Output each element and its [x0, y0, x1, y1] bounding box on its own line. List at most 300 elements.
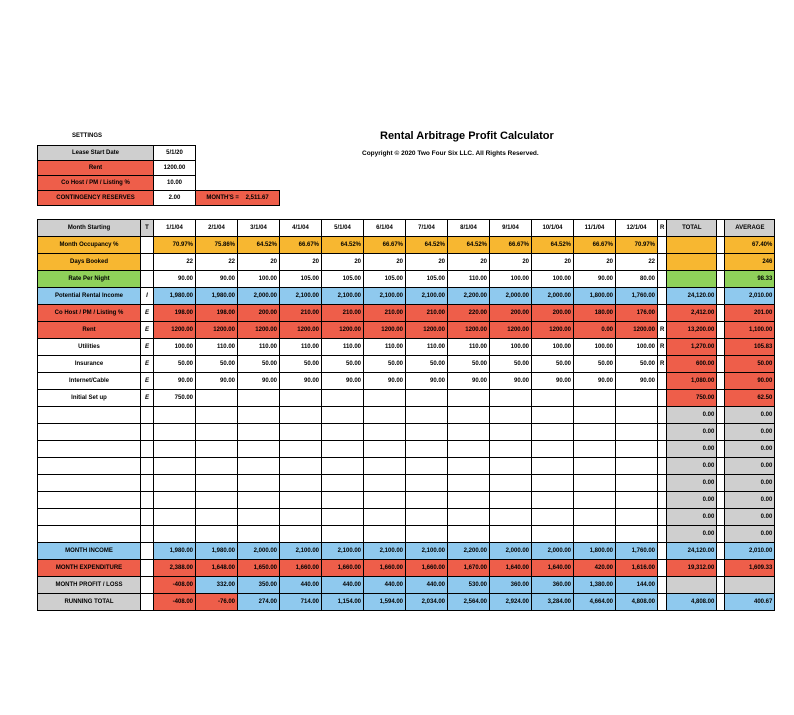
month-value-cell[interactable]: 1200.00 — [322, 322, 364, 339]
month-value-cell[interactable]: 2,100.00 — [364, 288, 406, 305]
month-value-cell[interactable]: 1,980.00 — [196, 288, 238, 305]
month-value-cell[interactable]: 50.00 — [154, 356, 196, 373]
month-value-cell[interactable] — [196, 407, 238, 424]
month-value-cell[interactable]: 90.00 — [574, 373, 616, 390]
month-value-cell[interactable]: 440.00 — [322, 577, 364, 594]
month-value-cell[interactable]: 105.00 — [406, 271, 448, 288]
table-row — [38, 577, 775, 594]
month-value-cell[interactable] — [574, 407, 616, 424]
month-value-cell[interactable]: 110.00 — [448, 339, 490, 356]
month-value-cell[interactable]: 1200.00 — [490, 322, 532, 339]
cohost-percent-field[interactable]: 10.00 — [154, 176, 196, 191]
row-label: RUNNING TOTAL — [38, 594, 141, 611]
table-row — [38, 322, 775, 339]
month-value-cell[interactable]: 420.00 — [574, 560, 616, 577]
month-value-cell[interactable] — [448, 407, 490, 424]
row-label — [38, 424, 141, 441]
month-value-cell[interactable]: 110.00 — [448, 271, 490, 288]
month-value-cell[interactable] — [406, 390, 448, 407]
month-value-cell[interactable] — [448, 390, 490, 407]
month-value-cell[interactable] — [196, 441, 238, 458]
month-value-cell[interactable] — [490, 390, 532, 407]
month-value-cell[interactable]: 110.00 — [364, 339, 406, 356]
month-value-cell[interactable]: 350.00 — [238, 577, 280, 594]
calculator-grid — [37, 219, 775, 611]
month-value-cell[interactable] — [448, 492, 490, 509]
contingency-reserves-field[interactable]: 2.00 — [154, 191, 196, 206]
month-value-cell[interactable]: 100.00 — [238, 271, 280, 288]
month-value-cell[interactable] — [322, 424, 364, 441]
month-value-cell[interactable] — [280, 492, 322, 509]
month-value-cell[interactable]: 2,000.00 — [490, 543, 532, 560]
settings-label-rent: Rent — [38, 161, 154, 176]
month-value-cell[interactable] — [322, 407, 364, 424]
month-value-cell[interactable]: 80.00 — [616, 271, 658, 288]
month-value-cell[interactable]: 1200.00 — [448, 322, 490, 339]
month-value-cell[interactable]: 2,200.00 — [448, 288, 490, 305]
month-value-cell[interactable]: 100.00 — [574, 339, 616, 356]
month-value-cell[interactable]: 20 — [322, 254, 364, 271]
month-value-cell[interactable] — [238, 526, 280, 543]
month-value-cell[interactable]: 50.00 — [616, 356, 658, 373]
month-value-cell[interactable] — [154, 475, 196, 492]
month-value-cell[interactable]: 20 — [574, 254, 616, 271]
month-value-cell[interactable] — [364, 441, 406, 458]
month-value-cell[interactable]: 200.00 — [532, 305, 574, 322]
month-value-cell[interactable] — [616, 390, 658, 407]
table-row — [38, 526, 775, 543]
month-value-cell[interactable]: 180.00 — [574, 305, 616, 322]
month-value-cell[interactable] — [616, 424, 658, 441]
month-value-cell[interactable]: 1,760.00 — [616, 288, 658, 305]
month-value-cell[interactable]: 50.00 — [238, 356, 280, 373]
table-row — [38, 407, 775, 424]
month-value-cell[interactable]: 64.52% — [448, 237, 490, 254]
month-value-cell[interactable] — [448, 509, 490, 526]
month-value-cell[interactable]: 2,100.00 — [280, 543, 322, 560]
month-value-cell[interactable]: 2,100.00 — [280, 288, 322, 305]
month-value-cell[interactable]: 50.00 — [406, 356, 448, 373]
month-value-cell[interactable] — [448, 441, 490, 458]
month-value-cell[interactable] — [490, 424, 532, 441]
month-value-cell[interactable] — [196, 424, 238, 441]
month-value-cell[interactable] — [280, 424, 322, 441]
month-value-cell[interactable] — [448, 475, 490, 492]
month-value-cell[interactable] — [574, 509, 616, 526]
month-value-cell[interactable] — [322, 390, 364, 407]
month-value-cell[interactable]: 90.00 — [196, 271, 238, 288]
month-value-cell[interactable] — [574, 475, 616, 492]
month-value-cell[interactable]: -408.00 — [154, 594, 196, 611]
month-value-cell[interactable] — [364, 390, 406, 407]
month-value-cell[interactable]: 100.00 — [490, 339, 532, 356]
month-value-cell[interactable]: 1,660.00 — [280, 560, 322, 577]
row-r-flag — [658, 271, 667, 288]
month-value-cell[interactable] — [154, 407, 196, 424]
month-value-cell[interactable] — [616, 475, 658, 492]
header-r: R — [658, 220, 667, 237]
month-value-cell[interactable]: 20 — [406, 254, 448, 271]
month-value-cell[interactable] — [406, 475, 448, 492]
month-value-cell[interactable]: 1,660.00 — [364, 560, 406, 577]
month-value-cell[interactable]: 210.00 — [322, 305, 364, 322]
month-value-cell[interactable]: 1,980.00 — [154, 288, 196, 305]
row-r-flag: R — [658, 356, 667, 373]
month-value-cell[interactable]: 714.00 — [280, 594, 322, 611]
month-value-cell[interactable]: 2,924.00 — [490, 594, 532, 611]
month-value-cell[interactable]: 1200.00 — [196, 322, 238, 339]
month-value-cell[interactable]: 4,808.00 — [616, 594, 658, 611]
month-value-cell[interactable]: 2,564.00 — [448, 594, 490, 611]
month-value-cell[interactable]: 2,034.00 — [406, 594, 448, 611]
month-value-cell[interactable]: 3,284.00 — [532, 594, 574, 611]
month-value-cell[interactable]: 90.00 — [406, 373, 448, 390]
settings-heading: SETTINGS — [72, 133, 103, 139]
month-value-cell[interactable]: 1200.00 — [280, 322, 322, 339]
month-value-cell[interactable]: 50.00 — [574, 356, 616, 373]
month-value-cell[interactable] — [364, 475, 406, 492]
month-value-cell[interactable] — [406, 407, 448, 424]
month-value-cell[interactable]: 530.00 — [448, 577, 490, 594]
month-value-cell[interactable]: 2,000.00 — [532, 543, 574, 560]
month-value-cell[interactable]: 22 — [616, 254, 658, 271]
month-value-cell[interactable] — [364, 509, 406, 526]
month-value-cell[interactable]: 360.00 — [532, 577, 574, 594]
month-value-cell[interactable] — [364, 526, 406, 543]
month-value-cell[interactable] — [322, 458, 364, 475]
month-value-cell[interactable] — [322, 492, 364, 509]
month-value-cell[interactable]: 1,980.00 — [154, 543, 196, 560]
month-value-cell[interactable] — [364, 424, 406, 441]
month-value-cell[interactable]: 50.00 — [322, 356, 364, 373]
month-value-cell[interactable]: 20 — [364, 254, 406, 271]
month-value-cell[interactable] — [574, 458, 616, 475]
month-value-cell[interactable]: 1200.00 — [364, 322, 406, 339]
month-value-cell[interactable] — [238, 390, 280, 407]
row-total: 0.00 — [667, 475, 717, 492]
page-title: Rental Arbitrage Profit Calculator — [380, 130, 554, 142]
month-value-cell[interactable]: 66.67% — [574, 237, 616, 254]
month-value-cell[interactable] — [280, 407, 322, 424]
month-value-cell[interactable] — [238, 407, 280, 424]
month-value-cell[interactable]: 1,800.00 — [574, 288, 616, 305]
month-value-cell[interactable]: 1,640.00 — [490, 560, 532, 577]
month-value-cell[interactable]: 1,980.00 — [196, 543, 238, 560]
month-value-cell[interactable] — [238, 509, 280, 526]
month-value-cell[interactable] — [532, 424, 574, 441]
month-value-cell[interactable]: 110.00 — [406, 339, 448, 356]
month-value-cell[interactable] — [280, 441, 322, 458]
month-value-cell[interactable] — [280, 458, 322, 475]
row-label — [38, 475, 141, 492]
month-value-cell[interactable] — [196, 492, 238, 509]
month-value-cell[interactable]: 70.97% — [616, 237, 658, 254]
month-value-cell[interactable]: 1,154.00 — [322, 594, 364, 611]
month-value-cell[interactable]: 50.00 — [196, 356, 238, 373]
month-value-cell[interactable]: 1,660.00 — [406, 560, 448, 577]
month-value-cell[interactable] — [532, 390, 574, 407]
table-row — [38, 594, 775, 611]
month-value-cell[interactable] — [322, 509, 364, 526]
month-value-cell[interactable]: 75.86% — [196, 237, 238, 254]
month-value-cell[interactable] — [154, 526, 196, 543]
month-value-cell[interactable]: 105.00 — [280, 271, 322, 288]
month-value-cell[interactable]: 20 — [448, 254, 490, 271]
month-value-cell[interactable]: 100.00 — [490, 271, 532, 288]
month-value-cell[interactable] — [532, 407, 574, 424]
month-value-cell[interactable]: 90.00 — [196, 373, 238, 390]
month-value-cell[interactable]: 210.00 — [406, 305, 448, 322]
month-value-cell[interactable]: 90.00 — [490, 373, 532, 390]
month-value-cell[interactable] — [238, 458, 280, 475]
month-value-cell[interactable] — [280, 526, 322, 543]
month-value-cell[interactable]: 1200.00 — [616, 322, 658, 339]
month-value-cell[interactable]: 1,594.00 — [364, 594, 406, 611]
month-value-cell[interactable] — [574, 526, 616, 543]
row-r-flag — [658, 390, 667, 407]
month-value-cell[interactable] — [322, 475, 364, 492]
month-value-cell[interactable]: 66.67% — [364, 237, 406, 254]
rent-field[interactable]: 1200.00 — [154, 161, 196, 176]
month-value-cell[interactable] — [322, 526, 364, 543]
month-value-cell[interactable]: 440.00 — [280, 577, 322, 594]
month-value-cell[interactable]: 64.52% — [322, 237, 364, 254]
month-value-cell[interactable]: 100.00 — [616, 339, 658, 356]
month-value-cell[interactable]: 90.00 — [616, 373, 658, 390]
month-value-cell[interactable]: 64.52% — [406, 237, 448, 254]
month-value-cell[interactable] — [616, 441, 658, 458]
month-value-cell[interactable]: 50.00 — [448, 356, 490, 373]
month-value-cell[interactable]: 105.00 — [364, 271, 406, 288]
month-value-cell[interactable]: 50.00 — [364, 356, 406, 373]
settings-row-contingency — [38, 191, 280, 206]
row-average: 105.83 — [725, 339, 775, 356]
month-value-cell[interactable]: 110.00 — [280, 339, 322, 356]
month-value-cell[interactable]: 750.00 — [154, 390, 196, 407]
month-value-cell[interactable] — [616, 526, 658, 543]
month-value-cell[interactable] — [490, 526, 532, 543]
header-month: 7/1/04 — [406, 220, 448, 237]
month-value-cell[interactable]: -408.00 — [154, 577, 196, 594]
month-value-cell[interactable] — [490, 509, 532, 526]
month-value-cell[interactable]: 274.00 — [238, 594, 280, 611]
month-value-cell[interactable]: 1,800.00 — [574, 543, 616, 560]
month-value-cell[interactable]: 2,200.00 — [448, 543, 490, 560]
month-value-cell[interactable]: 20 — [532, 254, 574, 271]
month-value-cell[interactable]: 1,660.00 — [322, 560, 364, 577]
month-value-cell[interactable] — [364, 458, 406, 475]
month-value-cell[interactable]: 70.97% — [154, 237, 196, 254]
month-value-cell[interactable] — [196, 458, 238, 475]
month-value-cell[interactable]: 22 — [196, 254, 238, 271]
month-value-cell[interactable]: 90.00 — [154, 373, 196, 390]
month-value-cell[interactable]: 90.00 — [448, 373, 490, 390]
month-value-cell[interactable] — [448, 526, 490, 543]
month-value-cell[interactable] — [616, 509, 658, 526]
month-value-cell[interactable]: 176.00 — [616, 305, 658, 322]
month-value-cell[interactable]: 1,640.00 — [532, 560, 574, 577]
month-value-cell[interactable] — [154, 424, 196, 441]
month-value-cell[interactable] — [406, 458, 448, 475]
month-value-cell[interactable] — [280, 390, 322, 407]
month-value-cell[interactable]: 90.00 — [532, 373, 574, 390]
row-r-flag — [658, 373, 667, 390]
month-value-cell[interactable]: 198.00 — [196, 305, 238, 322]
month-value-cell[interactable]: 90.00 — [322, 373, 364, 390]
month-value-cell[interactable] — [448, 424, 490, 441]
month-value-cell[interactable]: 2,000.00 — [532, 288, 574, 305]
row-average: 0.00 — [725, 441, 775, 458]
month-value-cell[interactable] — [490, 492, 532, 509]
month-value-cell[interactable] — [532, 492, 574, 509]
month-value-cell[interactable]: 50.00 — [490, 356, 532, 373]
month-value-cell[interactable]: 1,670.00 — [448, 560, 490, 577]
table-row — [38, 356, 775, 373]
month-value-cell[interactable]: 4,664.00 — [574, 594, 616, 611]
month-value-cell[interactable]: 66.67% — [280, 237, 322, 254]
month-value-cell[interactable] — [196, 390, 238, 407]
month-value-cell[interactable]: 66.67% — [490, 237, 532, 254]
month-value-cell[interactable]: 1200.00 — [532, 322, 574, 339]
month-value-cell[interactable] — [196, 526, 238, 543]
month-value-cell[interactable]: 90.00 — [238, 373, 280, 390]
month-value-cell[interactable]: 2,388.00 — [154, 560, 196, 577]
month-value-cell[interactable]: 20 — [238, 254, 280, 271]
month-value-cell[interactable]: -76.00 — [196, 594, 238, 611]
month-value-cell[interactable]: 100.00 — [532, 339, 574, 356]
row-type — [141, 237, 154, 254]
month-value-cell[interactable] — [280, 475, 322, 492]
month-value-cell[interactable] — [154, 492, 196, 509]
month-value-cell[interactable] — [154, 458, 196, 475]
month-value-cell[interactable] — [616, 458, 658, 475]
month-value-cell[interactable]: 440.00 — [364, 577, 406, 594]
month-value-cell[interactable] — [616, 407, 658, 424]
month-value-cell[interactable]: 20 — [280, 254, 322, 271]
month-value-cell[interactable]: 100.00 — [154, 339, 196, 356]
row-average: 0.00 — [725, 458, 775, 475]
month-value-cell[interactable]: 210.00 — [280, 305, 322, 322]
month-value-cell[interactable]: 332.00 — [196, 577, 238, 594]
month-value-cell[interactable]: 2,100.00 — [406, 288, 448, 305]
month-value-cell[interactable] — [406, 441, 448, 458]
month-value-cell[interactable] — [196, 509, 238, 526]
month-value-cell[interactable] — [238, 475, 280, 492]
month-value-cell[interactable] — [364, 407, 406, 424]
month-value-cell[interactable] — [574, 390, 616, 407]
month-value-cell[interactable]: 2,100.00 — [322, 288, 364, 305]
month-value-cell[interactable] — [532, 526, 574, 543]
lease-start-date-field[interactable]: 5/1/20 — [154, 146, 196, 161]
month-value-cell[interactable]: 110.00 — [322, 339, 364, 356]
month-value-cell[interactable]: 90.00 — [364, 373, 406, 390]
month-value-cell[interactable] — [490, 441, 532, 458]
row-label: MONTH PROFIT / LOSS — [38, 577, 141, 594]
month-value-cell[interactable]: 200.00 — [238, 305, 280, 322]
month-value-cell[interactable]: 198.00 — [154, 305, 196, 322]
month-value-cell[interactable]: 110.00 — [238, 339, 280, 356]
month-value-cell[interactable]: 1,760.00 — [616, 543, 658, 560]
month-value-cell[interactable]: 440.00 — [406, 577, 448, 594]
month-value-cell[interactable]: 1,380.00 — [574, 577, 616, 594]
month-value-cell[interactable] — [238, 424, 280, 441]
month-value-cell[interactable] — [406, 509, 448, 526]
header-month: 2/1/04 — [196, 220, 238, 237]
month-value-cell[interactable]: 1200.00 — [154, 322, 196, 339]
month-value-cell[interactable] — [154, 509, 196, 526]
month-value-cell[interactable]: 22 — [154, 254, 196, 271]
month-value-cell[interactable]: 50.00 — [532, 356, 574, 373]
month-value-cell[interactable]: 210.00 — [364, 305, 406, 322]
month-value-cell[interactable] — [532, 458, 574, 475]
month-value-cell[interactable] — [196, 475, 238, 492]
month-value-cell[interactable] — [406, 424, 448, 441]
month-value-cell[interactable] — [574, 424, 616, 441]
month-value-cell[interactable]: 90.00 — [280, 373, 322, 390]
month-value-cell[interactable]: 1,650.00 — [238, 560, 280, 577]
month-value-cell[interactable] — [532, 475, 574, 492]
month-value-cell[interactable]: 64.52% — [532, 237, 574, 254]
month-value-cell[interactable] — [574, 492, 616, 509]
month-value-cell[interactable]: 1,616.00 — [616, 560, 658, 577]
month-value-cell[interactable]: 2,000.00 — [238, 288, 280, 305]
month-value-cell[interactable] — [490, 407, 532, 424]
month-value-cell[interactable]: 2,000.00 — [238, 543, 280, 560]
month-value-cell[interactable]: 2,100.00 — [364, 543, 406, 560]
month-value-cell[interactable]: 100.00 — [532, 271, 574, 288]
month-value-cell[interactable] — [448, 458, 490, 475]
month-value-cell[interactable] — [406, 526, 448, 543]
month-value-cell[interactable]: 20 — [490, 254, 532, 271]
month-value-cell[interactable]: 1,648.00 — [196, 560, 238, 577]
month-value-cell[interactable]: 90.00 — [574, 271, 616, 288]
month-value-cell[interactable] — [532, 441, 574, 458]
month-value-cell[interactable]: 50.00 — [280, 356, 322, 373]
month-value-cell[interactable]: 144.00 — [616, 577, 658, 594]
month-value-cell[interactable]: 1200.00 — [406, 322, 448, 339]
month-value-cell[interactable]: 1200.00 — [238, 322, 280, 339]
month-value-cell[interactable]: 64.52% — [238, 237, 280, 254]
month-value-cell[interactable] — [574, 441, 616, 458]
month-value-cell[interactable] — [238, 492, 280, 509]
month-value-cell[interactable] — [322, 441, 364, 458]
month-value-cell[interactable] — [154, 441, 196, 458]
month-value-cell[interactable]: 2,100.00 — [322, 543, 364, 560]
month-value-cell[interactable]: 105.00 — [322, 271, 364, 288]
month-value-cell[interactable] — [238, 441, 280, 458]
month-value-cell[interactable]: 0.00 — [574, 322, 616, 339]
spacer-cell — [717, 305, 725, 322]
month-value-cell[interactable]: 110.00 — [196, 339, 238, 356]
month-value-cell[interactable]: 2,000.00 — [490, 288, 532, 305]
header-month: 10/1/04 — [532, 220, 574, 237]
month-value-cell[interactable] — [280, 509, 322, 526]
month-value-cell[interactable] — [490, 475, 532, 492]
row-average: 1,609.33 — [725, 560, 775, 577]
month-value-cell[interactable]: 2,100.00 — [406, 543, 448, 560]
month-value-cell[interactable]: 200.00 — [490, 305, 532, 322]
month-value-cell[interactable]: 90.00 — [154, 271, 196, 288]
month-value-cell[interactable]: 220.00 — [448, 305, 490, 322]
header-average: AVERAGE — [725, 220, 775, 237]
month-value-cell[interactable] — [490, 458, 532, 475]
row-label — [38, 407, 141, 424]
month-value-cell[interactable] — [406, 492, 448, 509]
month-value-cell[interactable]: 360.00 — [490, 577, 532, 594]
month-value-cell[interactable] — [532, 509, 574, 526]
month-value-cell[interactable] — [616, 492, 658, 509]
month-value-cell[interactable] — [364, 492, 406, 509]
